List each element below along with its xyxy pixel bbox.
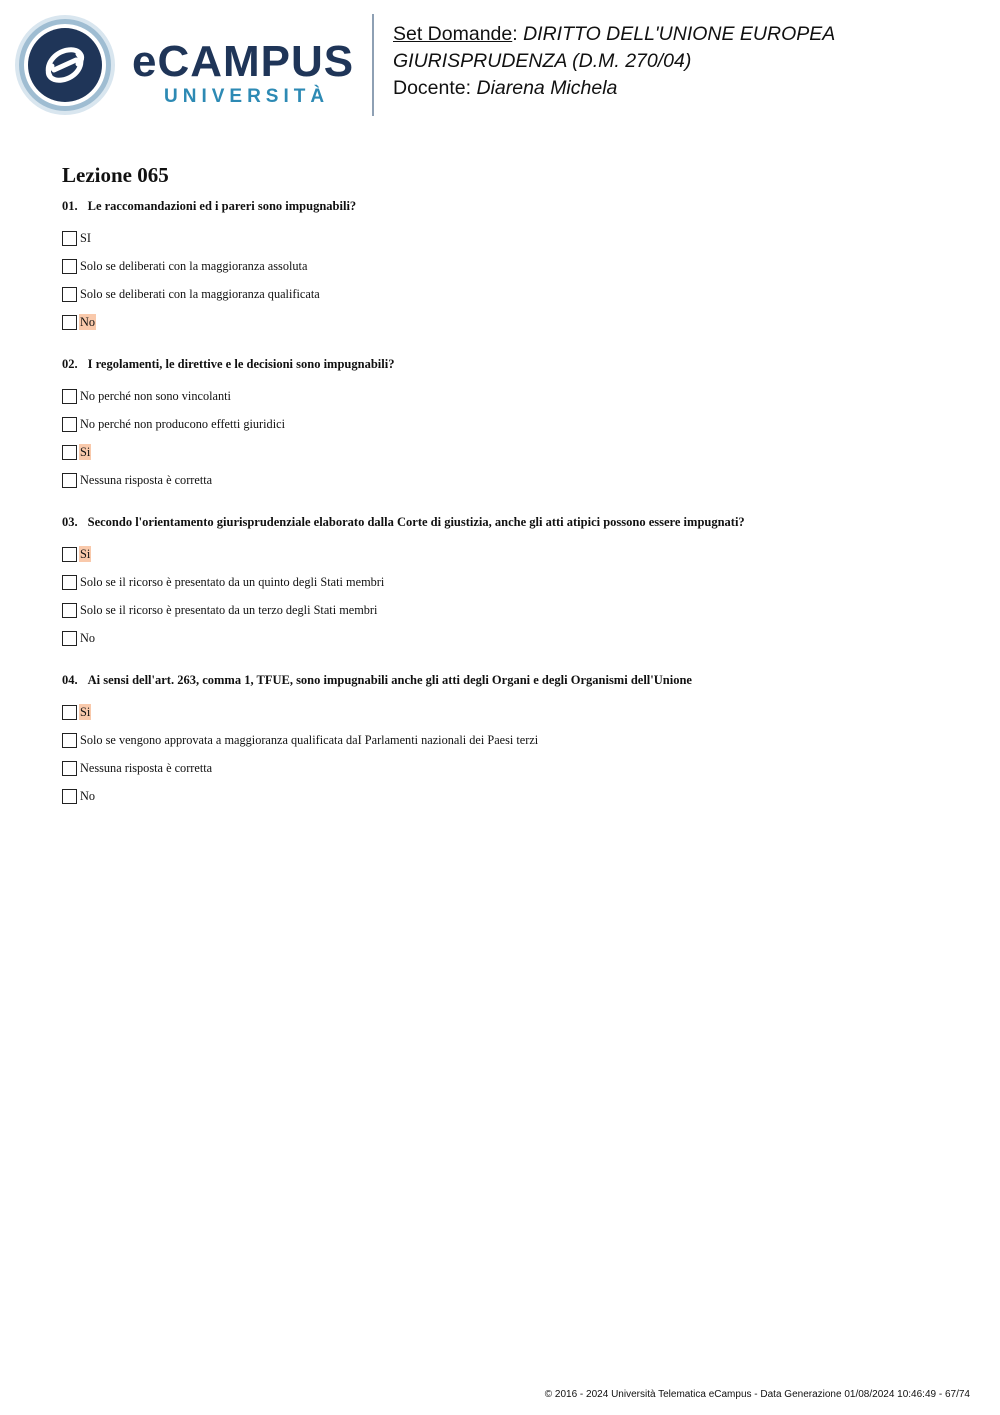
question-text <box>62 672 962 688</box>
course-title-line1: Set Domande: DIRITTO DELL'UNIONE EUROPEA <box>393 23 836 45</box>
checkbox[interactable] <box>62 315 77 330</box>
checkbox[interactable] <box>62 761 77 776</box>
option-text: Nessuna risposta è corretta <box>80 761 213 775</box>
question-label: I regolamenti, le direttive e le decisioni sono impugnabili? <box>87 357 395 371</box>
checkbox[interactable] <box>62 631 77 646</box>
option-text: Solo se deliberati con la maggioranza qualificata <box>80 287 320 301</box>
correct-option-text: Si <box>80 705 91 719</box>
answer-option[interactable] <box>62 596 962 624</box>
question-number: 03. <box>62 515 78 529</box>
header-divider <box>372 14 374 116</box>
teacher-name: Diarena Michela <box>476 77 618 99</box>
checkbox[interactable] <box>62 733 77 748</box>
checkbox[interactable] <box>62 231 77 246</box>
answer-option[interactable] <box>62 252 962 280</box>
course-title-line2 <box>393 48 993 75</box>
ecampus-logo-wordmark: eCAMPUS <box>132 37 355 86</box>
question <box>62 514 962 652</box>
question <box>62 198 962 336</box>
question-number: 02. <box>62 357 78 371</box>
checkbox[interactable] <box>62 575 77 590</box>
teacher-line: Docente: Diarena Michela <box>393 77 618 99</box>
checkbox[interactable] <box>62 287 77 302</box>
course-subtitle: GIURISPRUDENZA (D.M. 270/04) <box>393 50 692 72</box>
option-text: No perché non sono vincolanti <box>80 389 231 403</box>
course-info <box>393 21 993 102</box>
question <box>62 672 962 810</box>
checkbox[interactable] <box>62 603 77 618</box>
checkbox[interactable] <box>62 789 77 804</box>
question-text <box>62 514 962 530</box>
checkbox[interactable] <box>62 417 77 432</box>
answer-option[interactable] <box>62 410 962 438</box>
question <box>62 356 962 494</box>
answer-option[interactable] <box>62 782 962 810</box>
lesson-title: Lezione 065 <box>62 163 169 187</box>
option-text: Solo se il ricorso è presentato da un terzo degli Stati membri <box>80 603 378 617</box>
option-text: SI <box>80 231 91 245</box>
answer-option[interactable] <box>62 280 962 308</box>
question-label: Secondo l'orientamento giurisprudenziale elaborato dalla Corte di giustizia, anche gli atti atipici possono essere impugnati? <box>87 515 745 529</box>
question-label: Ai sensi dell'art. 263, comma 1, TFUE, sono impugnabili anche gli atti degli Organi e degli Organismi dell'Unione <box>87 673 692 687</box>
answer-option[interactable] <box>62 540 962 568</box>
ecampus-seal-logo-icon <box>14 14 116 116</box>
question-number: 04. <box>62 673 78 687</box>
answer-option[interactable] <box>62 624 962 652</box>
correct-option-text: No <box>80 315 96 329</box>
question-number: 01. <box>62 199 78 213</box>
answer-option[interactable] <box>62 726 962 754</box>
checkbox[interactable] <box>62 259 77 274</box>
ecampus-logo-subtitle: UNIVERSITÀ <box>164 86 330 107</box>
option-text: No <box>80 789 96 803</box>
teacher-label: Docente <box>393 77 466 99</box>
page-header <box>0 0 1000 130</box>
answer-option[interactable] <box>62 308 962 336</box>
checkbox[interactable] <box>62 473 77 488</box>
course-title: DIRITTO DELL'UNIONE EUROPEA <box>523 23 836 45</box>
option-text: Nessuna risposta è corretta <box>80 473 213 487</box>
checkbox[interactable] <box>62 547 77 562</box>
answer-option[interactable] <box>62 382 962 410</box>
answer-option[interactable] <box>62 698 962 726</box>
option-text: No <box>80 631 96 645</box>
question-text <box>62 356 962 372</box>
quiz-content <box>62 162 962 830</box>
option-text: No perché non producono effetti giuridici <box>80 417 286 431</box>
checkbox[interactable] <box>62 445 77 460</box>
answer-option[interactable] <box>62 466 962 494</box>
answer-option[interactable] <box>62 568 962 596</box>
answer-option[interactable] <box>62 438 962 466</box>
answer-option[interactable] <box>62 754 962 782</box>
option-text: Solo se il ricorso è presentato da un quinto degli Stati membri <box>80 575 385 589</box>
question-label: Le raccomandazioni ed i pareri sono impugnabili? <box>87 199 357 213</box>
set-label: Set Domande <box>393 23 513 45</box>
answer-option[interactable] <box>62 224 962 252</box>
checkbox[interactable] <box>62 389 77 404</box>
correct-option-text: Si <box>80 547 91 561</box>
option-text: Solo se vengono approvata a maggioranza qualificata daI Parlamenti nazionali dei Paesi terzi <box>80 733 539 747</box>
correct-option-text: Si <box>80 445 91 459</box>
page-footer: © 2016 - 2024 Università Telematica eCampus - Data Generazione 01/08/2024 10:46:49 - 67/74 <box>544 1389 970 1400</box>
checkbox[interactable] <box>62 705 77 720</box>
question-text <box>62 198 962 214</box>
option-text: Solo se deliberati con la maggioranza assoluta <box>80 259 308 273</box>
